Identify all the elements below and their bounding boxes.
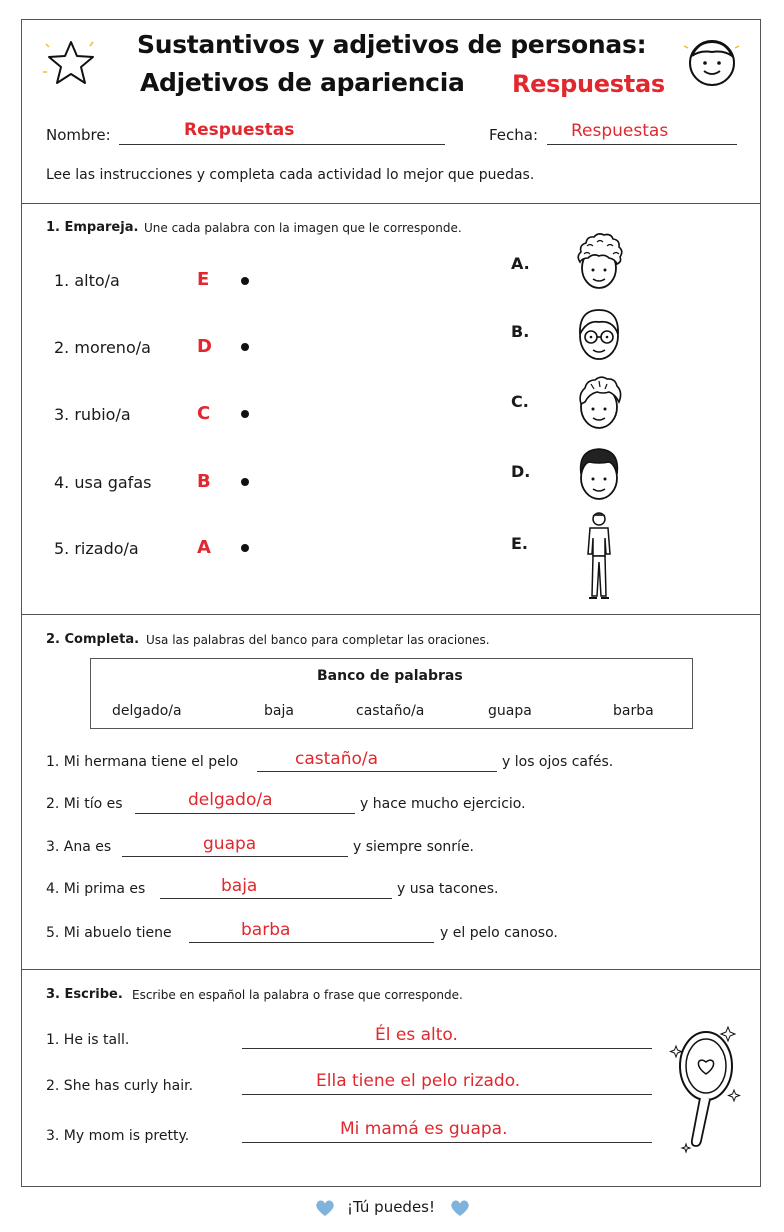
picture-letter: A.	[511, 254, 530, 273]
divider	[21, 614, 761, 615]
curly-hair-face-icon	[569, 232, 629, 294]
light-hair-face-icon	[569, 372, 629, 434]
sentence-start: 5. Mi abuelo tiene	[46, 925, 172, 941]
answer-field[interactable]	[242, 1048, 652, 1049]
match-dot[interactable]	[241, 277, 249, 285]
blank-field[interactable]	[257, 771, 497, 772]
match-answer: C	[197, 403, 211, 424]
worksheet-frame	[21, 19, 761, 1187]
blank-answer: delgado/a	[188, 790, 273, 810]
date-field[interactable]	[547, 144, 737, 145]
blank-field[interactable]	[160, 898, 392, 899]
english-prompt: 1. He is tall.	[46, 1032, 130, 1048]
section3-heading: 3. Escribe.	[46, 987, 123, 1002]
name-label: Nombre:	[46, 126, 111, 144]
answers-tag: Respuestas	[512, 70, 665, 98]
match-item-label: 5. rizado/a	[54, 539, 139, 558]
match-answer: A	[197, 537, 211, 558]
instructions: Lee las instrucciones y completa cada actividad lo mejor que puedas.	[46, 167, 535, 183]
star-icon	[43, 38, 99, 88]
match-item-label: 4. usa gafas	[54, 473, 152, 492]
picture-letter: D.	[511, 462, 531, 481]
english-prompt: 3. My mom is pretty.	[46, 1128, 190, 1144]
sentence-start: 3. Ana es	[46, 839, 112, 855]
section1-heading: 1. Empareja.	[46, 220, 139, 235]
match-answer: D	[197, 336, 212, 357]
footer-text: ¡Tú puedes!	[347, 1198, 436, 1216]
sentence-end: y hace mucho ejercicio.	[360, 796, 526, 812]
bank-word: baja	[264, 703, 294, 719]
sentence-end: y usa tacones.	[397, 881, 499, 897]
sentence-start: 2. Mi tío es	[46, 796, 123, 812]
glasses-face-icon	[569, 302, 629, 366]
bank-word: delgado/a	[112, 703, 182, 719]
word-bank-title: Banco de palabras	[317, 668, 463, 684]
sentence-start: 1. Mi hermana tiene el pelo	[46, 754, 239, 770]
section2-instruction: Usa las palabras del banco para completar las oraciones.	[146, 633, 490, 647]
divider	[21, 203, 761, 204]
name-value: Respuestas	[184, 120, 295, 140]
date-value: Respuestas	[571, 121, 669, 141]
name-field[interactable]	[119, 144, 445, 145]
english-prompt: 2. She has curly hair.	[46, 1078, 194, 1094]
heart-icon	[315, 1199, 335, 1217]
date-label: Fecha:	[489, 126, 539, 144]
translation-answer: Ella tiene el pelo rizado.	[316, 1071, 521, 1091]
sentence-end: y el pelo canoso.	[440, 925, 558, 941]
match-dot[interactable]	[241, 410, 249, 418]
match-dot[interactable]	[241, 343, 249, 351]
answer-field[interactable]	[242, 1142, 652, 1143]
title-line-1: Sustantivos y adjetivos de personas:	[137, 30, 647, 59]
match-item-label: 3. rubio/a	[54, 405, 131, 424]
blank-field[interactable]	[135, 813, 355, 814]
answer-field[interactable]	[242, 1094, 652, 1095]
blank-field[interactable]	[122, 856, 348, 857]
mirror-icon	[670, 1022, 750, 1156]
heart-icon	[450, 1199, 470, 1217]
bank-word: castaño/a	[356, 703, 425, 719]
blank-answer: barba	[241, 920, 291, 940]
section1-instruction: Une cada palabra con la imagen que le corresponde.	[144, 221, 462, 235]
match-item-label: 2. moreno/a	[54, 338, 151, 357]
blank-answer: castaño/a	[295, 749, 379, 769]
match-answer: B	[197, 471, 211, 492]
smiley-face-icon	[682, 36, 742, 90]
bank-word: barba	[613, 703, 654, 719]
title-line-2: Adjetivos de apariencia	[140, 68, 465, 97]
translation-answer: Él es alto.	[375, 1025, 458, 1045]
sentence-end: y los ojos cafés.	[502, 754, 614, 770]
match-dot[interactable]	[241, 478, 249, 486]
match-dot[interactable]	[241, 544, 249, 552]
match-answer: E	[197, 269, 210, 290]
tall-person-icon	[583, 510, 615, 602]
blank-answer: baja	[221, 876, 258, 896]
divider	[21, 969, 761, 970]
sentence-end: y siempre sonríe.	[353, 839, 475, 855]
dark-hair-face-icon	[569, 442, 629, 504]
match-item-label: 1. alto/a	[54, 271, 120, 290]
picture-letter: E.	[511, 534, 529, 553]
blank-field[interactable]	[189, 942, 434, 943]
sentence-start: 4. Mi prima es	[46, 881, 146, 897]
picture-letter: C.	[511, 392, 529, 411]
blank-answer: guapa	[203, 834, 257, 854]
section2-heading: 2. Completa.	[46, 632, 140, 647]
picture-letter: B.	[511, 322, 530, 341]
translation-answer: Mi mamá es guapa.	[340, 1119, 508, 1139]
section3-instruction: Escribe en español la palabra o frase que corresponde.	[132, 988, 463, 1002]
bank-word: guapa	[488, 703, 532, 719]
